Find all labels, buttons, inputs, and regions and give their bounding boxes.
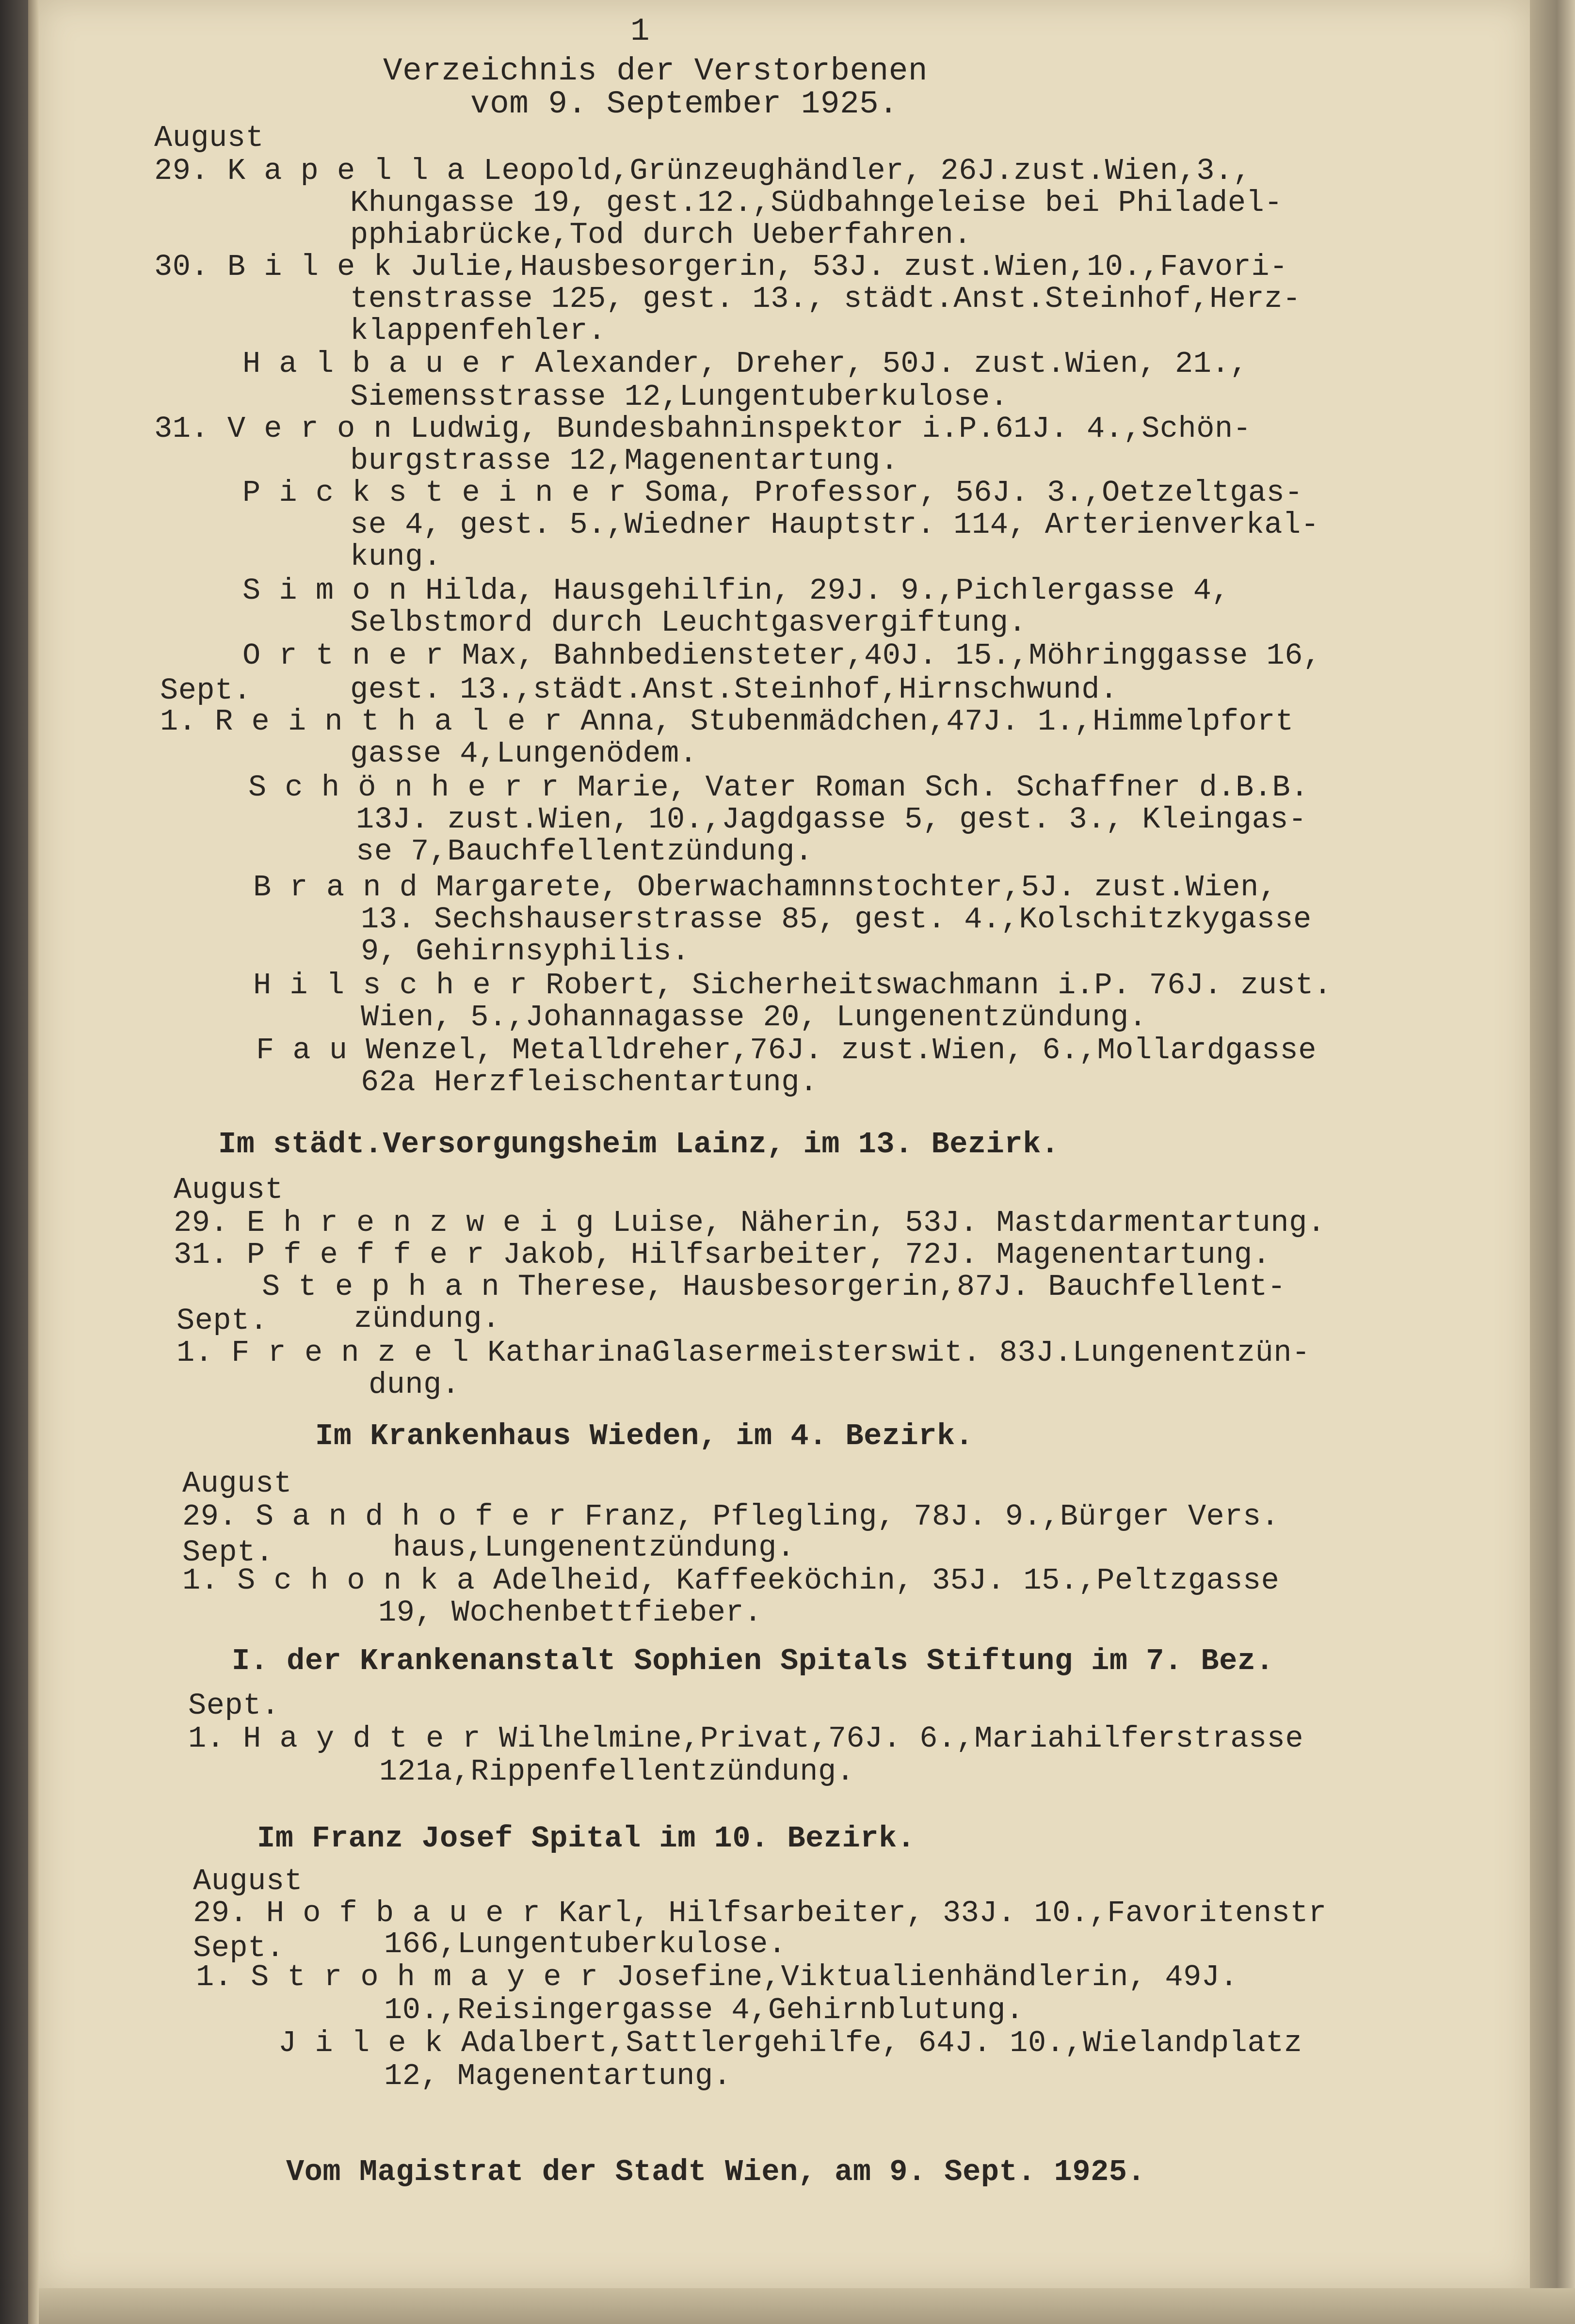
- entry-line: se 7,Bauchfellentzündung.: [356, 834, 813, 869]
- entry-line: 1. F r e n z e l KatharinaGlasermeisterswit. 83J.Lungenentzün-: [177, 1336, 1310, 1370]
- entry-line: 1. R e i n t h a l e r Anna, Stubenmädchen,47J. 1.,Himmelpfort: [160, 704, 1294, 739]
- entry-line: se 4, gest. 5.,Wiedner Hauptstr. 114, Arterienverkal-: [350, 508, 1319, 542]
- entry-line: 31. V e r o n Ludwig, Bundesbahninspektor i.P.61J. 4.,Schön-: [154, 412, 1252, 446]
- month-label: Sept.: [177, 1304, 268, 1338]
- entry-line: H a l b a u e r Alexander, Dreher, 50J. zust.Wien, 21.,: [242, 347, 1248, 381]
- section-heading: I. der Krankenanstalt Sophien Spitals Stiftung im 7. Bez.: [232, 1644, 1274, 1678]
- entry-line: 1. S t r o h m a y e r Josefine,Viktualienhändlerin, 49J.: [196, 1960, 1238, 1994]
- month-label: Sept.: [188, 1688, 280, 1723]
- month-label: August: [154, 121, 264, 155]
- entry-line: 12, Magenentartung.: [384, 2059, 732, 2093]
- entry-line: 1. S c h o n k a Adelheid, Kaffeeköchin, 35J. 15.,Peltzgasse: [182, 1563, 1280, 1598]
- entry-line: 9, Gehirnsyphilis.: [361, 934, 690, 969]
- month-label: Sept.: [182, 1535, 274, 1570]
- entry-line: tenstrasse 125, gest. 13., städt.Anst.Steinhof,Herz-: [350, 282, 1301, 316]
- entry-line: Selbstmord durch Leuchtgasvergiftung.: [350, 605, 1027, 640]
- page-edge-bottom: [39, 2288, 1575, 2324]
- entry-line: F a u Wenzel, Metalldreher,76J. zust.Wien, 6.,Mollardgasse: [256, 1033, 1317, 1067]
- entry-line: 29. H o f b a u e r Karl, Hilfsarbeiter, 33J. 10.,Favoritenstr: [193, 1896, 1327, 1930]
- entry-line: 29. E h r e n z w e i g Luise, Näherin, 53J. Mastdarmentartung.: [174, 1206, 1326, 1240]
- entry-line: zündung.: [354, 1302, 500, 1336]
- entry-line: haus,Lungenentzündung.: [393, 1530, 795, 1565]
- entry-line: S t e p h a n Therese, Hausbesorgerin,87J. Bauchfellent-: [262, 1270, 1286, 1304]
- month-label: August: [193, 1864, 303, 1898]
- entry-line: 29. S a n d h o f e r Franz, Pflegling, 78J. 9.,Bürger Vers.: [182, 1499, 1280, 1534]
- page-gutter: [28, 0, 39, 2324]
- entry-line: 30. B i l e k Julie,Hausbesorgerin, 53J. zust.Wien,10.,Favori-: [154, 250, 1288, 284]
- month-label: Sept.: [193, 1931, 285, 1965]
- month-label: August: [174, 1173, 284, 1207]
- entry-line: 19, Wochenbettfieber.: [378, 1595, 762, 1630]
- entry-line: klappenfehler.: [350, 314, 606, 348]
- entry-line: dung.: [369, 1368, 460, 1402]
- entry-line: 121a,Rippenfellentzündung.: [379, 1754, 855, 1789]
- page-edge-right: [1530, 0, 1575, 2324]
- entry-line: O r t n e r Max, Bahnbediensteter,40J. 15.,Möhringgasse 16,: [242, 638, 1321, 673]
- book-binding: [0, 0, 28, 2324]
- section-heading: Im städt.Versorgungsheim Lainz, im 13. Bezirk.: [218, 1127, 1060, 1162]
- entry-line: pphiabrücke,Tod durch Ueberfahren.: [350, 218, 972, 252]
- entry-line: S c h ö n h e r r Marie, Vater Roman Sch. Schaffner d.B.B.: [248, 770, 1309, 805]
- entry-line: P i c k s t e i n e r Soma, Professor, 56J. 3.,Oetzeltgas-: [242, 476, 1303, 510]
- month-label: August: [182, 1466, 292, 1501]
- entry-line: Khungasse 19, gest.12.,Südbahngeleise bei Philadel-: [350, 186, 1283, 220]
- section-heading: Im Krankenhaus Wieden, im 4. Bezirk.: [315, 1419, 974, 1453]
- entry-line: gasse 4,Lungenödem.: [350, 736, 698, 771]
- entry-line: 29. K a p e l l a Leopold,Grünzeughändler, 26J.zust.Wien,3.,: [154, 154, 1252, 188]
- entry-line: 62a Herzfleischentartung.: [361, 1065, 818, 1099]
- document-title: Verzeichnis der Verstorbenen: [383, 53, 928, 89]
- entry-line: 166,Lungentuberkulose.: [384, 1927, 787, 1961]
- entry-line: Wien, 5.,Johannagasse 20, Lungenentzündung.: [361, 1000, 1147, 1035]
- entry-line: kung.: [350, 540, 442, 574]
- entry-line: burgstrasse 12,Magenentartung.: [350, 444, 899, 478]
- entry-line: 13. Sechshauserstrasse 85, gest. 4.,Kolschitzkygasse: [361, 902, 1312, 937]
- entry-line: 13J. zust.Wien, 10.,Jagdgasse 5, gest. 3., Kleingas-: [356, 802, 1307, 837]
- month-label: Sept.: [160, 673, 252, 708]
- entry-line: S i m o n Hilda, Hausgehilfin, 29J. 9.,Pichlergasse 4,: [242, 573, 1230, 608]
- entry-line: J i l e k Adalbert,Sattlergehilfe, 64J. 10.,Wielandplatz: [278, 2026, 1302, 2060]
- section-heading: Im Franz Josef Spital im 10. Bezirk.: [257, 1821, 916, 1856]
- entry-line: H i l s c h e r Robert, Sicherheitswachmann i.P. 76J. zust.: [253, 968, 1332, 1003]
- entry-line: Siemensstrasse 12,Lungentuberkulose.: [350, 380, 1009, 414]
- entry-line: B r a n d Margarete, Oberwachamnnstochter,5J. zust.Wien,: [253, 870, 1277, 905]
- entry-line: gest. 13.,städt.Anst.Steinhof,Hirnschwund.: [350, 672, 1118, 707]
- document-date: vom 9. September 1925.: [470, 86, 899, 122]
- entry-line: 1. H a y d t e r Wilhelmine,Privat,76J. 6.,Mariahilferstrasse: [188, 1721, 1304, 1756]
- footer-signature-line: Vom Magistrat der Stadt Wien, am 9. Sept. 1925.: [286, 2155, 1146, 2189]
- page-number: 1: [630, 13, 650, 49]
- entry-line: 10.,Reisingergasse 4,Gehirnblutung.: [384, 1993, 1024, 2027]
- entry-line: 31. P f e f f e r Jakob, Hilfsarbeiter, 72J. Magenentartung.: [174, 1238, 1271, 1272]
